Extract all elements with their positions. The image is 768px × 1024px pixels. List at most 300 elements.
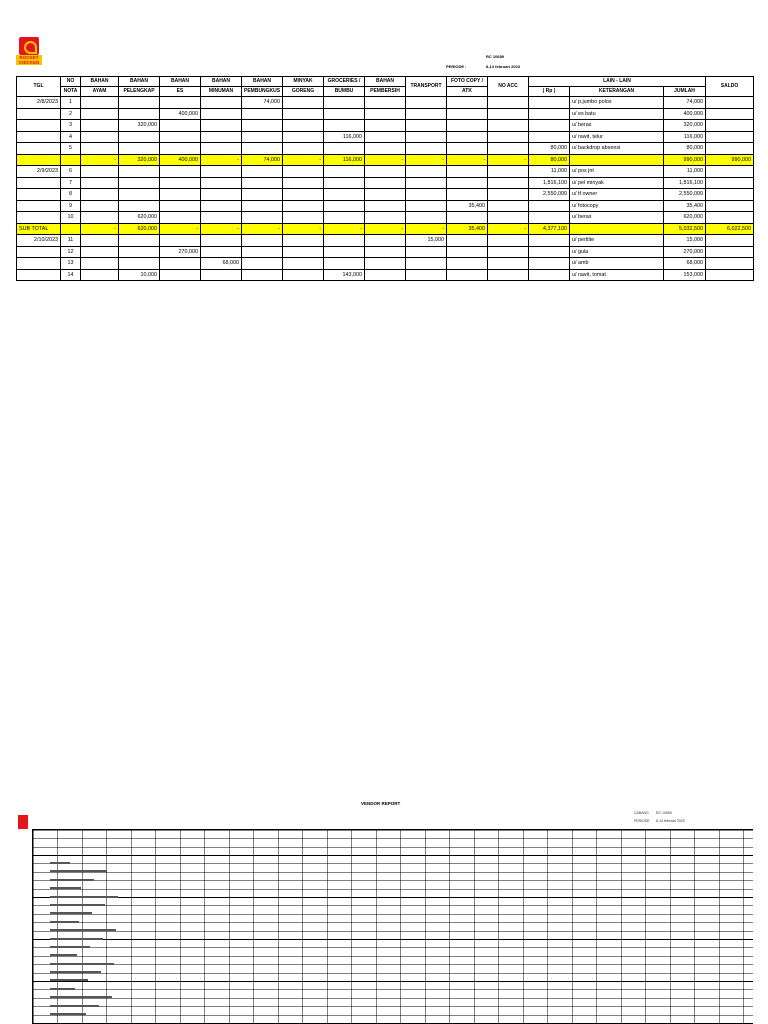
table-cell [160,166,201,178]
report-row [48,926,128,934]
table-cell: 4,377,100 [529,223,570,235]
rocket-logo-icon [19,37,39,55]
table-cell: u/ fotocopy [570,200,664,212]
col-header: BAHAN [119,77,160,87]
table-cell [201,246,242,258]
table-cell: u/ pertlite [570,235,664,247]
vendor-report-grid [32,829,753,1024]
report-row-text [50,896,118,898]
report-row [48,985,128,993]
col-subheader: MINUMAN [201,87,242,97]
table-cell [324,235,365,247]
report-row [48,876,128,884]
table-cell [406,177,447,189]
table-cell: - [406,223,447,235]
table-cell [447,97,488,109]
report-row-text [50,862,70,864]
table-cell [283,131,324,143]
table-row [17,143,754,155]
table-cell [406,189,447,201]
table-cell [488,189,529,201]
table-cell: - [283,223,324,235]
report-row-text [50,971,101,973]
table-cell: 68,000 [664,258,706,270]
table-row [17,246,754,258]
table-cell [201,120,242,132]
table-cell [488,235,529,247]
table-cell [447,131,488,143]
table-cell [201,235,242,247]
table-cell [81,131,119,143]
table-cell [119,200,160,212]
col-header: BAHAN [365,77,406,87]
periode-value: 8-14 februari 2023 [486,64,521,69]
table-cell [447,235,488,247]
table-cell [119,108,160,120]
table-cell [61,154,81,166]
report-row [48,893,128,901]
table-row [17,269,754,281]
table-cell: - [160,223,201,235]
table-cell: 320,000 [119,154,160,166]
table-cell: - [488,223,529,235]
table-cell [488,108,529,120]
table-cell: SUB TOTAL [17,223,61,235]
table-row [17,200,754,212]
table-cell [283,143,324,155]
table-cell: - [283,154,324,166]
col-subheader: NOTA [61,87,81,97]
report-row-text [50,996,112,998]
report-row-text [50,904,105,906]
table-cell [283,97,324,109]
table-cell [201,269,242,281]
table-cell [447,120,488,132]
report-periode: 8-14 februari 2023 [656,819,685,823]
table-cell: 14 [61,269,81,281]
table-cell [324,166,365,178]
report-row-text [50,879,94,881]
table-cell: 400,000 [160,154,201,166]
report-row [48,1002,128,1010]
table-cell [201,108,242,120]
col-header: BAHAN [201,77,242,87]
report-row [48,935,128,943]
table-cell [160,143,201,155]
table-cell [201,166,242,178]
table-cell [283,120,324,132]
table-cell: - [201,223,242,235]
report-row-text [50,921,79,923]
col-subheader: JUMLAH [664,87,706,97]
table-cell [81,246,119,258]
table-cell [283,246,324,258]
table-cell [529,108,570,120]
table-cell [488,258,529,270]
table-cell [529,131,570,143]
table-cell [119,235,160,247]
table-cell [365,258,406,270]
table-cell [17,143,61,155]
table-cell: 1,816,100 [529,177,570,189]
table-cell [365,235,406,247]
table-cell [706,143,754,155]
table-cell: u/ pos jnt [570,166,664,178]
table-cell: 11,000 [664,166,706,178]
table-cell [242,212,283,224]
table-cell: 320,000 [119,120,160,132]
col-header: TGL [17,77,61,97]
table-cell: 74,000 [242,154,283,166]
table-cell: 11,000 [529,166,570,178]
table-cell [406,108,447,120]
col-header: BAHAN [242,77,283,87]
table-cell: 116,000 [664,131,706,143]
table-cell: 143,000 [324,269,365,281]
table-cell: 270,000 [664,246,706,258]
vendor-report-preview [16,795,753,1024]
table-cell [529,235,570,247]
table-cell [17,177,61,189]
table-row [17,166,754,178]
table-cell: 620,000 [119,212,160,224]
table-cell [488,120,529,132]
rocket-chicken-logo [16,37,42,67]
col-subheader: ( Rp ) [529,87,570,97]
report-row [48,943,128,951]
col-header: NO ACC [488,77,529,97]
table-cell [447,189,488,201]
table-cell [706,258,754,270]
table-cell [160,177,201,189]
table-cell: 13 [61,258,81,270]
table-cell [81,166,119,178]
table-cell: 620,000 [664,212,706,224]
col-subheader: PEMBERSIH [365,87,406,97]
table-cell: u/ gula [570,246,664,258]
table-cell [365,131,406,143]
table-cell [283,177,324,189]
report-row [48,968,128,976]
report-row [48,867,128,875]
table-cell: u/ amb [570,258,664,270]
table-cell: 80,000 [529,154,570,166]
table-cell [119,131,160,143]
table-cell [81,97,119,109]
table-cell: - [488,154,529,166]
table-cell [706,200,754,212]
table-row [17,108,754,120]
table-cell [17,120,61,132]
table-cell [406,120,447,132]
table-cell [529,212,570,224]
table-cell [324,246,365,258]
table-cell [81,200,119,212]
table-cell: 5,032,500 [664,223,706,235]
table-cell [242,131,283,143]
header-row-2 [17,87,754,97]
table-cell [447,258,488,270]
table-cell [119,258,160,270]
col-header: SALDO [706,77,754,97]
table-cell [201,189,242,201]
report-row-text [50,979,88,981]
table-cell [365,177,406,189]
col-header: MINYAK [283,77,324,87]
table-cell: 2 [61,108,81,120]
table-cell [570,223,664,235]
table-cell: 3 [61,120,81,132]
report-row [48,918,128,926]
table-cell: - [447,154,488,166]
table-cell [160,258,201,270]
report-row [48,976,128,984]
report-row-text [50,954,77,956]
vendor-report-rows [48,859,128,1018]
table-cell [488,97,529,109]
table-row [17,177,754,189]
table-cell [706,177,754,189]
table-cell [324,120,365,132]
report-row-text [50,870,107,872]
table-cell [706,269,754,281]
table-cell [365,97,406,109]
col-subheader: BUMBU [324,87,365,97]
table-cell [81,269,119,281]
table-cell [488,246,529,258]
report-row-text [50,946,90,948]
table-cell [119,166,160,178]
table-cell [160,189,201,201]
report-row [48,1010,128,1018]
table-cell [119,246,160,258]
table-cell [160,131,201,143]
table-cell [406,131,447,143]
table-cell [283,235,324,247]
table-cell: 116,000 [324,154,365,166]
report-cabang: RC 10689 [656,811,672,815]
table-cell [81,235,119,247]
table-cell: 400,000 [160,108,201,120]
table-row [17,97,754,109]
table-cell: 2,550,000 [664,189,706,201]
periode-label: PERIODE : [446,64,467,69]
table-cell: 15,000 [406,235,447,247]
table-cell: 74,000 [242,97,283,109]
table-cell [17,200,61,212]
table-cell: 153,000 [664,269,706,281]
table-cell [406,269,447,281]
table-cell [242,108,283,120]
table-cell: 11 [61,235,81,247]
table-cell [17,131,61,143]
report-row [48,884,128,892]
table-cell [81,258,119,270]
expense-ledger-table [16,76,754,281]
table-cell: 5 [61,143,81,155]
table-cell: 35,400 [664,200,706,212]
table-cell [406,97,447,109]
table-cell: 35,400 [447,223,488,235]
table-cell: - [242,223,283,235]
table-cell [365,166,406,178]
table-cell: 2,550,000 [529,189,570,201]
table-cell: 7 [61,177,81,189]
table-cell [160,235,201,247]
table-cell [283,269,324,281]
table-cell [61,223,81,235]
table-cell [488,212,529,224]
table-cell [365,212,406,224]
table-cell [283,200,324,212]
table-cell [365,120,406,132]
table-cell: u/ rawit, telur [570,131,664,143]
table-cell: 320,000 [664,120,706,132]
table-cell: 74,000 [664,97,706,109]
table-cell: 2/9/2023 [17,166,61,178]
table-cell [706,246,754,258]
table-cell [81,212,119,224]
table-cell [447,108,488,120]
table-cell [324,258,365,270]
table-cell [160,97,201,109]
table-cell: u/ backdrop absensi [570,143,664,155]
table-cell [81,177,119,189]
report-row-text [50,938,103,940]
report-row [48,859,128,867]
col-header: FOTO COPY / [447,77,488,87]
table-cell [283,166,324,178]
table-cell: u/ tf owner [570,189,664,201]
table-cell: u/ pel minyak [570,177,664,189]
report-row-text [50,912,92,914]
table-cell [706,131,754,143]
table-cell [365,200,406,212]
table-cell [201,200,242,212]
table-cell [529,269,570,281]
col-subheader: AYAM [81,87,119,97]
table-cell [324,177,365,189]
table-cell: 12 [61,246,81,258]
table-row [17,235,754,247]
report-row-text [50,988,75,990]
table-cell [406,246,447,258]
table-cell [324,200,365,212]
report-row [48,993,128,1001]
table-cell: 80,000 [664,143,706,155]
table-cell [365,143,406,155]
table-cell [447,143,488,155]
col-subheader: GORENG [283,87,324,97]
table-cell: 400,000 [664,108,706,120]
table-cell [529,97,570,109]
table-cell [283,189,324,201]
table-cell: u/ rawit, tomat [570,269,664,281]
vendor-report-title: VENDOR REPORT [361,801,401,806]
table-cell [283,108,324,120]
logo-text: ROCKET CHICKEN [16,55,42,65]
table-cell: 620,000 [119,223,160,235]
table-cell [81,120,119,132]
table-cell [81,143,119,155]
table-cell [17,154,61,166]
table-cell [119,97,160,109]
table-cell [81,108,119,120]
table-cell [283,212,324,224]
subtotal-row [17,154,754,166]
col-header: GROCERIES / [324,77,365,87]
col-subheader: PEMBUNGKUS [242,87,283,97]
table-cell [242,246,283,258]
table-cell [201,212,242,224]
table-row [17,258,754,270]
report-periode-label: PERIODE [634,819,650,823]
table-cell [242,189,283,201]
table-cell [365,189,406,201]
col-header-lain-lain: LAIN - LAIN [529,77,706,87]
table-cell [488,166,529,178]
table-cell [324,143,365,155]
table-cell: 990,000 [706,154,754,166]
table-cell: 6 [61,166,81,178]
table-cell [447,269,488,281]
table-cell [570,154,664,166]
table-cell [201,131,242,143]
table-cell: 35,400 [447,200,488,212]
table-cell [242,120,283,132]
table-cell [365,246,406,258]
table-cell: 990,000 [664,154,706,166]
subtotal-row [17,223,754,235]
report-row-text [50,1005,99,1007]
table-cell [706,97,754,109]
table-cell: - [365,154,406,166]
report-row-text [50,1013,86,1015]
report-row [48,901,128,909]
col-subheader: KETERANGAN [570,87,664,97]
table-cell [706,166,754,178]
col-header: BAHAN [160,77,201,87]
report-cabang-label: CABANG [634,811,649,815]
table-cell: - [81,154,119,166]
table-cell: 15,000 [664,235,706,247]
table-cell [160,200,201,212]
table-cell: 116,000 [324,131,365,143]
table-cell [706,235,754,247]
table-row [17,212,754,224]
table-cell [406,200,447,212]
table-cell [242,143,283,155]
table-cell [488,269,529,281]
table-cell [324,212,365,224]
table-cell [488,200,529,212]
table-cell [242,166,283,178]
table-cell [488,177,529,189]
table-cell [706,189,754,201]
table-cell [81,189,119,201]
table-cell [406,212,447,224]
table-cell [119,189,160,201]
table-cell [17,246,61,258]
table-cell [406,258,447,270]
table-cell: 80,000 [529,143,570,155]
report-logo-icon [18,815,28,829]
table-cell: 1,816,100 [664,177,706,189]
table-cell [406,143,447,155]
table-cell: 4 [61,131,81,143]
table-cell: 9 [61,200,81,212]
table-row [17,120,754,132]
